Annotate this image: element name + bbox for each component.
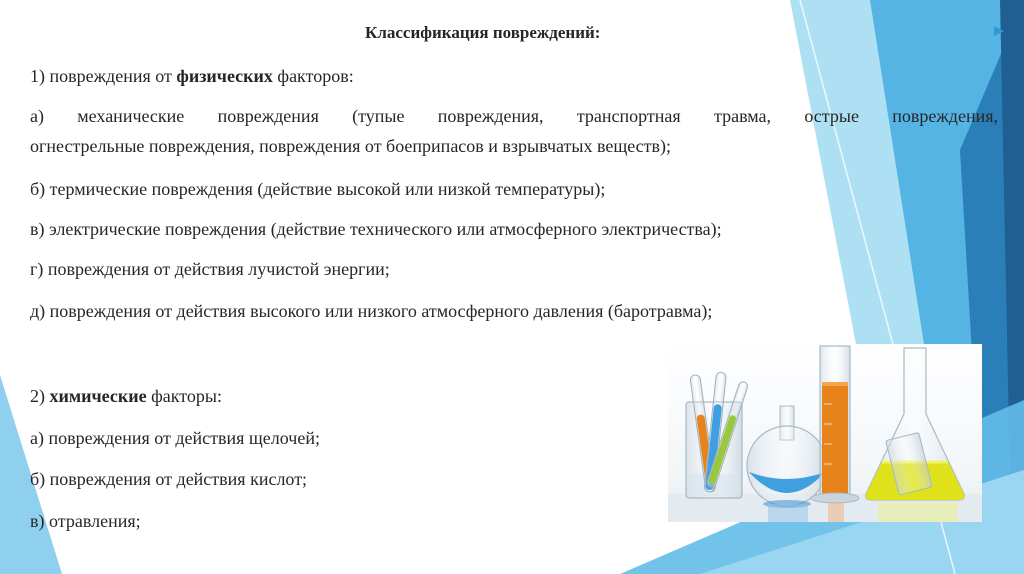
- section2-item-v: в) отравления;: [30, 511, 141, 531]
- section1-item-b: б) термические повреждения (действие высокой или низкой температуры);: [30, 179, 606, 199]
- section1-heading-suffix: факторов:: [272, 66, 354, 86]
- section1-heading: [30, 66, 354, 87]
- section2-heading-suffix: факторы:: [146, 386, 222, 406]
- section2-heading: [30, 386, 222, 407]
- section1-heading-prefix: 1) повреждения от: [30, 66, 177, 86]
- section2-item-a: а) повреждения от действия щелочей;: [30, 428, 320, 448]
- section1-item-a-cont: огнестрельные повреждения, повреждения от боеприпасов и взрывчатых веществ);: [30, 136, 672, 156]
- beaker-with-tubes: [686, 372, 749, 498]
- slide-title: Классификация повреждений:: [365, 23, 601, 42]
- section1-item-d: д) повреждения от действия высокого или низкого атмосферного давления (баротравма);: [30, 301, 713, 321]
- section2-heading-prefix: 2): [30, 386, 50, 406]
- section1-item-g: г) повреждения от действия лучистой энергии;: [30, 259, 390, 279]
- section2-item-b: б) повреждения от действия кислот;: [30, 469, 308, 489]
- section2-heading-bold: химические: [49, 386, 147, 406]
- section1-heading-bold: физических: [176, 66, 273, 86]
- section1-item-a: а) механические повреждения (тупые повреждения, транспортная травма, острые повреждения,: [30, 106, 998, 126]
- lab-glassware-image: [668, 344, 982, 522]
- section1-item-v: в) электрические повреждения (действие технического или атмосферного электричества);: [30, 219, 722, 239]
